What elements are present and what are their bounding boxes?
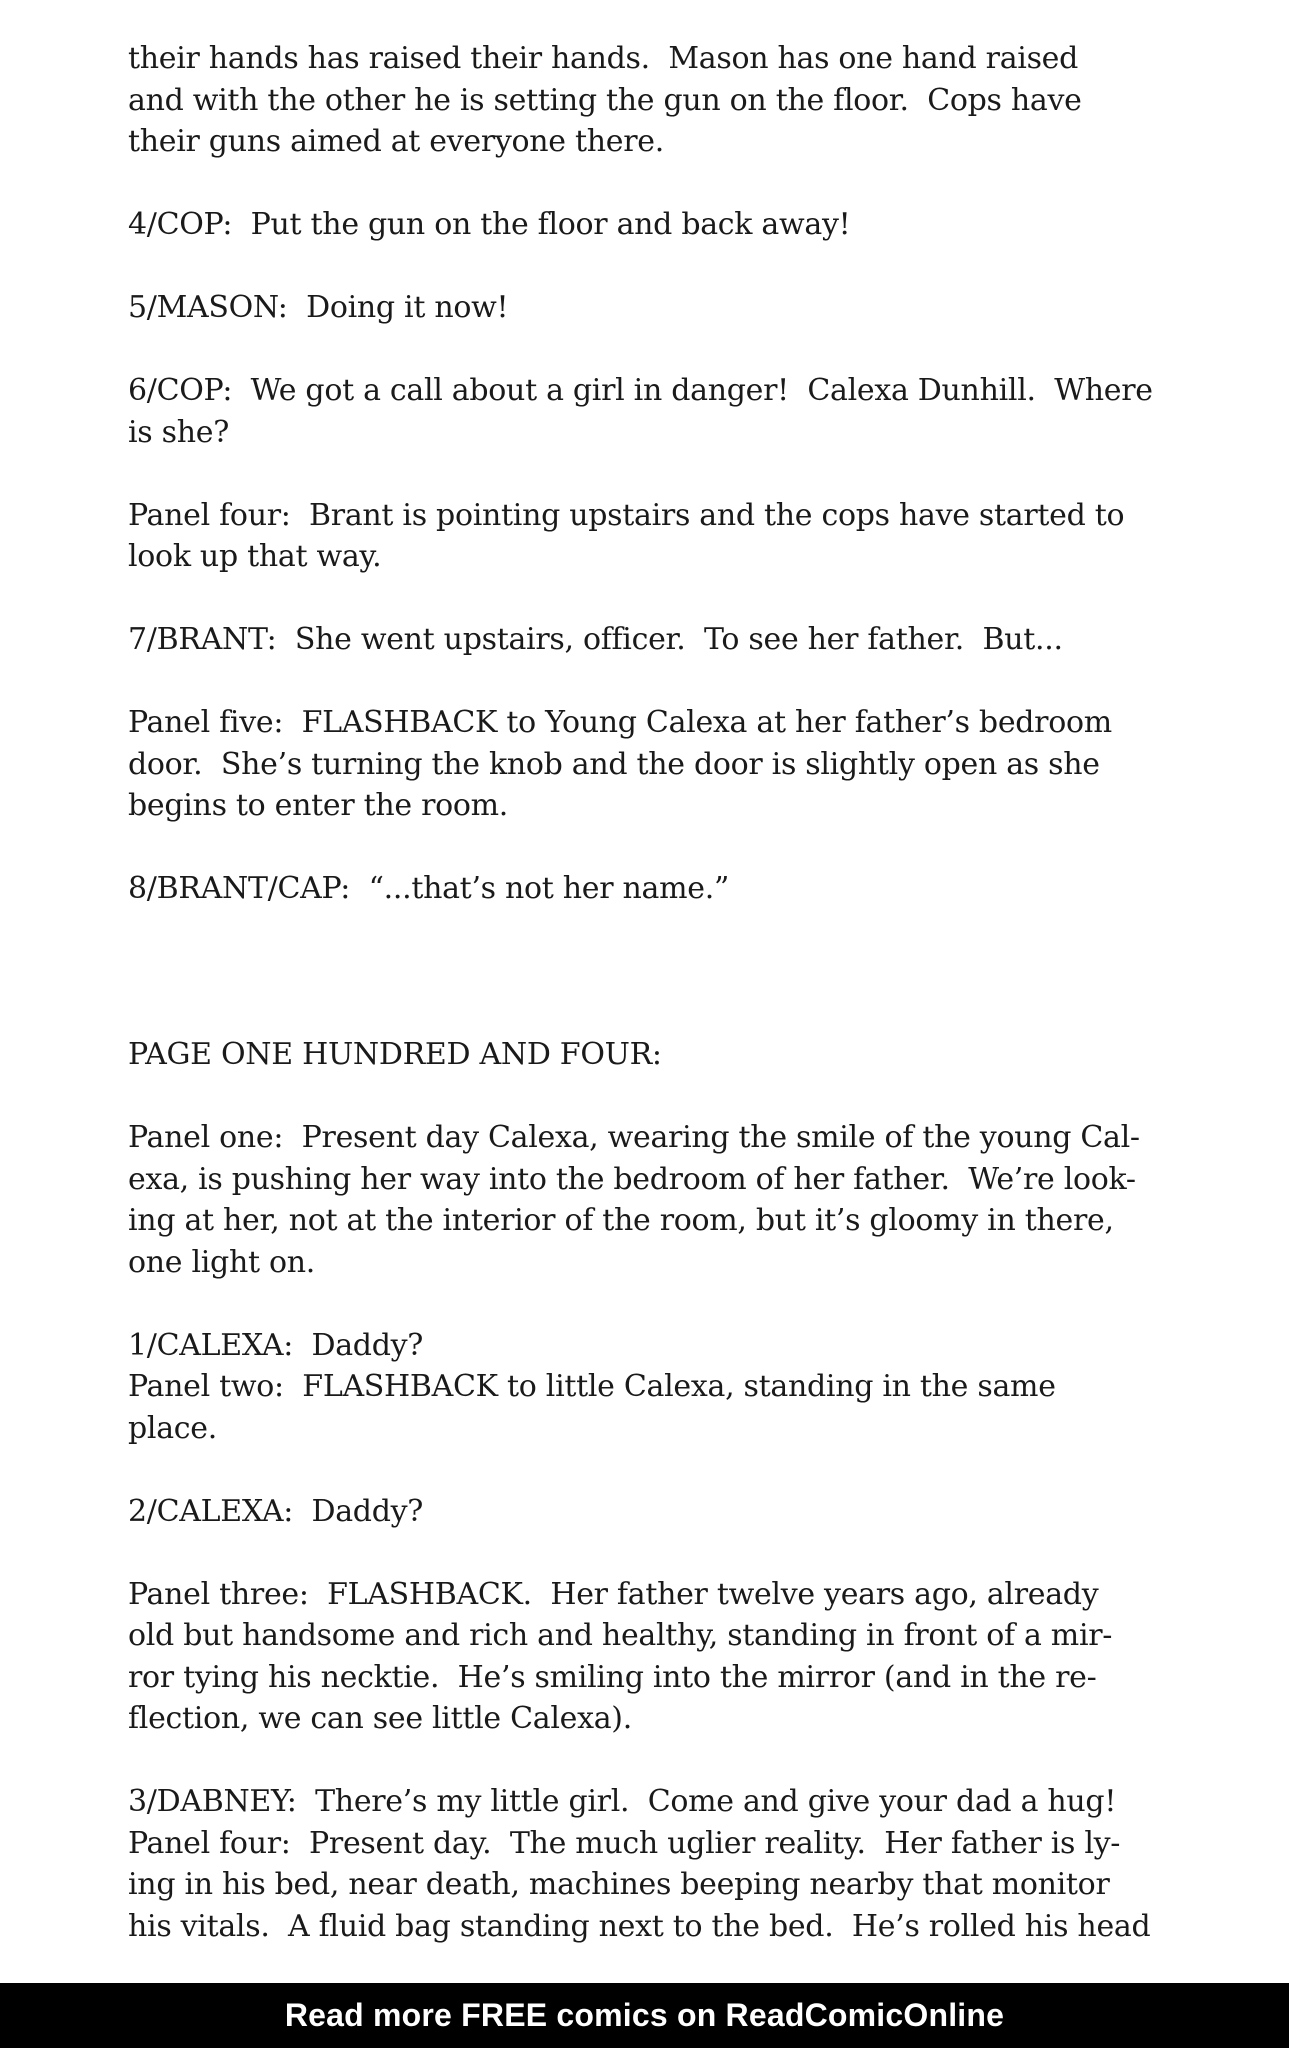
dialogue-line: 6/COP: We got a call about a girl in danger! Calexa Dunhill. Where <box>128 373 1153 408</box>
panel-description: door. She’s turning the knob and the door is slightly open as she <box>128 746 1100 782</box>
panel-description: begins to enter the room. <box>128 788 509 823</box>
dialogue-line: 4/COP: Put the gun on the floor and back away! <box>128 207 851 242</box>
panel-description: flection, we can see little Calexa). <box>128 1701 632 1736</box>
caption-line: 8/BRANT/CAP: “...that’s not her name.” <box>128 871 730 906</box>
panel-description: Panel four: Present day. The much uglier reality. Her father is ly- <box>128 1825 1121 1861</box>
panel-description: his vitals. A fluid bag standing next to the bed. He’s rolled his head <box>128 1908 1151 1944</box>
dialogue-line: 1/CALEXA: Daddy? <box>128 1327 424 1363</box>
panel-description: one light on. <box>128 1244 315 1280</box>
page-heading: PAGE ONE HUNDRED AND FOUR: <box>128 1037 662 1072</box>
dialogue-line: is she? <box>128 414 229 450</box>
script-paragraph: and with the other he is setting the gun on the floor. Cops have <box>128 82 1082 118</box>
panel-description: place. <box>128 1410 217 1446</box>
panel-description: old but handsome and rich and healthy, standing in front of a mir- <box>128 1618 1113 1653</box>
dialogue-line: 5/MASON: Doing it now! <box>128 290 509 325</box>
script-page <box>128 38 1238 1947</box>
dialogue-line: 2/CALEXA: Daddy? <box>128 1493 424 1529</box>
script-paragraph: their hands has raised their hands. Mason has one hand raised <box>128 41 1079 76</box>
panel-description: ror tying his necktie. He’s smiling into the mirror (and in the re- <box>128 1659 1097 1695</box>
panel-description: Panel five: FLASHBACK to Young Calexa at her father’s bedroom <box>128 705 1112 740</box>
panel-description: Panel three: FLASHBACK. Her father twelve years ago, already <box>128 1576 1099 1612</box>
footer-link-text[interactable]: Read more FREE comics on ReadComicOnline <box>284 1997 1005 2033</box>
panel-description: exa, is pushing her way into the bedroom of her father. We’re look- <box>128 1161 1136 1197</box>
panel-description: look up that way. <box>128 539 382 574</box>
panel-description: Panel four: Brant is pointing upstairs and the cops have started to <box>128 497 1125 533</box>
dialogue-line: 3/DABNEY: There’s my little girl. Come and give your dad a hug! <box>128 1784 1117 1819</box>
footer-banner[interactable] <box>0 1983 1289 2048</box>
dialogue-line: 7/BRANT: She went upstairs, officer. To see her father. But... <box>128 622 1063 657</box>
panel-description: ing at her, not at the interior of the room, but it’s gloomy in there, <box>128 1203 1114 1238</box>
script-paragraph: their guns aimed at everyone there. <box>128 124 664 159</box>
panel-description: Panel one: Present day Calexa, wearing the smile of the young Cal- <box>128 1120 1140 1155</box>
panel-description: ing in his bed, near death, machines beeping nearby that monitor <box>128 1867 1110 1902</box>
panel-description: Panel two: FLASHBACK to little Calexa, standing in the same <box>128 1369 1056 1404</box>
